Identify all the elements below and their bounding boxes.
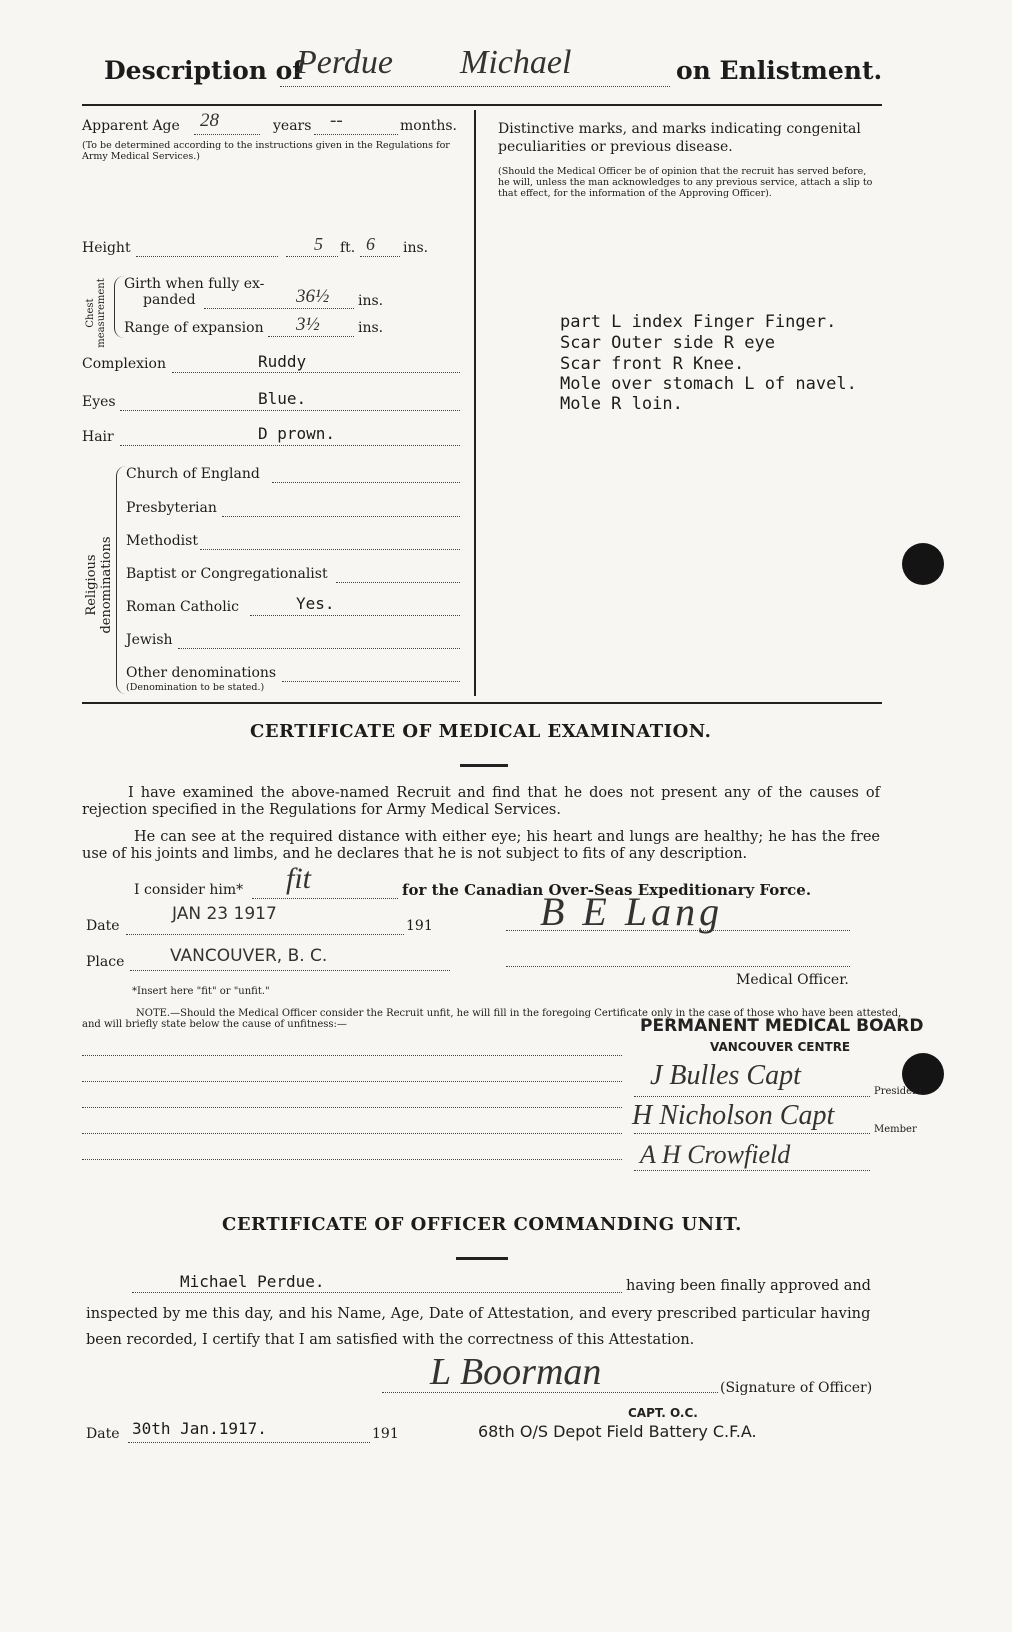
consider-label: I consider him*: [134, 882, 244, 898]
medical-paragraph-1: [82, 785, 880, 819]
medical-date-label: Date: [86, 918, 120, 934]
age-value: 28: [200, 110, 219, 131]
complexion-label: Complexion: [82, 356, 166, 372]
commanding-line-1-tail: having been finally approved and: [626, 1278, 871, 1294]
range-label: Range of expansion: [124, 320, 264, 336]
range-ins-label: ins.: [358, 320, 384, 336]
signature-of-officer-label: (Signature of Officer): [720, 1380, 873, 1396]
months-label: months.: [400, 118, 457, 134]
medical-paragraph-1-text: I have examined the above-named Recruit and find that he does not present any of the causes of rejection specified in the Regulations for Army Medical Services.: [82, 785, 880, 818]
member-signature-1: H Nicholson Capt: [632, 1100, 835, 1131]
mark-line: Mole R loin.: [560, 394, 683, 414]
commanding-signature: L Boorman: [430, 1351, 602, 1393]
eyes-value: Blue.: [258, 389, 307, 408]
eyes-label: Eyes: [82, 394, 116, 410]
religion-label: Religious denominations: [84, 536, 114, 634]
ins-label: ins.: [403, 240, 429, 256]
medical-certificate-heading: CERTIFICATE OF MEDICAL EXAMINATION.: [250, 721, 712, 742]
age-label: Apparent Age: [82, 118, 180, 134]
height-in-value: 6: [366, 234, 375, 254]
mark-line: Scar front R Knee.: [560, 354, 745, 374]
religion-item: Baptist or Congregationalist: [126, 566, 328, 582]
commanding-certificate-heading: CERTIFICATE OF OFFICER COMMANDING UNIT.: [222, 1214, 742, 1235]
heading-rule: [456, 1257, 508, 1260]
medical-year-prefix: 191: [406, 918, 433, 934]
hair-label: Hair: [82, 429, 114, 445]
religion-item: Methodist: [126, 533, 198, 549]
president-label: President: [874, 1086, 923, 1097]
range-value: 3½: [296, 314, 320, 335]
commanding-date-value: 30th Jan.1917.: [132, 1419, 267, 1438]
religion-item: Jewish: [126, 632, 173, 648]
height-label: Height: [82, 240, 131, 256]
medical-paragraph-2: [82, 829, 880, 863]
marks-note: (Should the Medical Officer be of opinion that the recruit has served before, he will, unless the man acknowledges to any previous service, attach a slip to that effect, for the information of the Approving Officer).: [498, 166, 873, 199]
medical-paragraph-2-text: He can see at the required distance with either eye; his heart and lungs are healthy; he has the free use of his joints and limbs, and he declares that he is not subject to fits of any description.: [82, 829, 880, 862]
girth-label-1: Girth when fully ex-: [124, 276, 265, 292]
complexion-value: Ruddy: [258, 352, 307, 371]
punch-hole: [902, 543, 944, 585]
ft-label: ft.: [340, 240, 356, 256]
commanding-date-label: Date: [86, 1426, 120, 1442]
title-suffix: on Enlistment.: [676, 56, 883, 85]
president-signature: J Bulles Capt: [650, 1060, 801, 1091]
mark-line: Mole over stomach L of navel.: [560, 374, 857, 394]
place-label: Place: [86, 954, 125, 970]
board-stamp-line-2: VANCOUVER CENTRE: [710, 1040, 851, 1054]
commanding-name-value: Michael Perdue.: [180, 1272, 325, 1291]
months-value: --: [330, 110, 343, 131]
religion-value-roman-catholic: Yes.: [296, 594, 335, 613]
top-rule: [82, 104, 882, 106]
religion-item: Other denominations: [126, 665, 277, 681]
column-divider: [474, 110, 476, 696]
given-name-field: Michael: [460, 44, 572, 81]
girth-ins-label: ins.: [358, 293, 384, 309]
hair-value: D prown.: [258, 424, 336, 443]
commanding-year-prefix: 191: [372, 1426, 399, 1442]
fit-value: fit: [286, 862, 312, 895]
marks-heading: Distinctive marks, and marks indicating congenital peculiarities or previous disease.: [498, 121, 861, 155]
religion-item: Roman Catholic: [126, 599, 239, 615]
medical-officer-label: Medical Officer.: [736, 972, 849, 988]
years-label: years: [273, 118, 312, 134]
force-label: for the Canadian Over-Seas Expeditionary Force.: [402, 881, 812, 899]
commanding-line-3: been recorded, I certify that I am satisfied with the correctness of this Attestation.: [86, 1332, 695, 1348]
commanding-line-2: inspected by me this day, and his Name, Age, Date of Attestation, and every prescribed particular having: [86, 1306, 871, 1322]
unit-stamp-line-1: CAPT. O.C.: [628, 1406, 698, 1420]
section-rule: [82, 702, 882, 704]
mark-line: part L index Finger Finger.: [560, 312, 837, 332]
unit-stamp-line-2: 68th O/S Depot Field Battery C.F.A.: [478, 1422, 757, 1441]
medical-officer-signature: B E Lang: [540, 889, 724, 934]
heading-rule: [460, 764, 508, 767]
member-label: Member: [874, 1124, 917, 1135]
board-stamp-line-1: PERMANENT MEDICAL BOARD: [640, 1016, 924, 1036]
religion-item: Presbyterian: [126, 500, 217, 516]
age-note: (To be determined according to the instructions given in the Regulations for Army Medical Services.): [82, 140, 450, 162]
title-prefix: Description of: [104, 56, 304, 85]
document-title: [104, 56, 303, 85]
insert-note: *Insert here "fit" or "unfit.": [132, 986, 270, 997]
height-ft-value: 5: [314, 234, 323, 254]
surname-field: Perdue: [296, 44, 393, 81]
girth-value: 36½: [296, 286, 330, 307]
girth-label-2: panded: [143, 292, 196, 308]
chest-label: Chest measurement: [85, 278, 107, 348]
medical-date-stamp: JAN 23 1917: [172, 904, 277, 924]
member-signature-2: A H Crowfield: [640, 1140, 791, 1169]
mark-line: Scar Outer side R eye: [560, 333, 775, 353]
unfit-note: NOTE.—Should the Medical Officer consider the Recruit unfit, he will fill in the foregoing Certificate only in the case of those who have been attested, and will briefly state below the cause of unfitness:—: [82, 1008, 902, 1030]
religion-note: (Denomination to be stated.): [126, 682, 265, 693]
place-stamp: VANCOUVER, B. C.: [170, 946, 328, 966]
religion-item: Church of England: [126, 466, 260, 482]
